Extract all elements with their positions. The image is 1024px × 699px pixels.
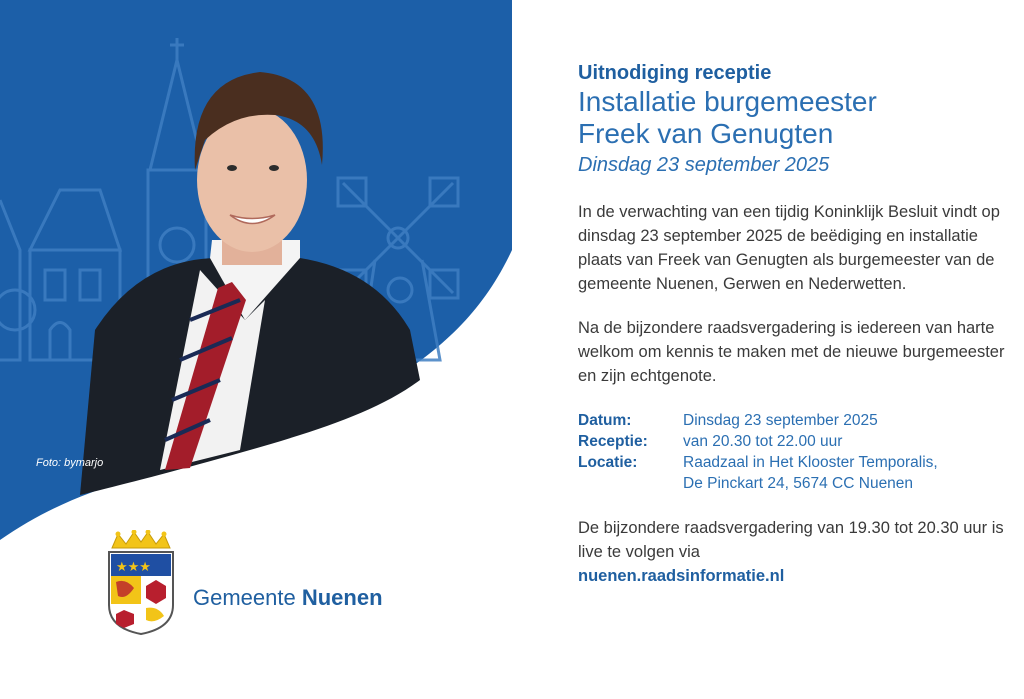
locatie-line-2: De Pinckart 24, 5674 CC Nuenen	[683, 475, 914, 492]
svg-text:★★★: ★★★	[116, 560, 151, 575]
livestream-text: De bijzondere raadsvergadering van 19.30 tot 20.30 uur is live te volgen via	[578, 519, 1004, 561]
event-date: Dinsdag 23 september 2025	[578, 154, 830, 176]
organization-name	[193, 585, 383, 611]
locatie-value	[683, 452, 938, 494]
title-line-1: Installatie burgemeester	[578, 86, 877, 117]
receptie-label: Receptie:	[578, 433, 648, 450]
locatie-label: Locatie:	[578, 454, 638, 471]
detail-row-locatie	[578, 452, 1008, 494]
detail-row-datum	[578, 410, 1008, 431]
welcome-paragraph: Na de bijzondere raadsvergadering is iedereen van harte welkom om kennis te maken met de nieuwe burgemeester en zijn echtgenote.	[578, 319, 1005, 385]
locatie-line-1: Raadzaal in Het Klooster Temporalis,	[683, 454, 938, 471]
datum-label: Datum:	[578, 412, 632, 429]
intro-paragraph: In de verwachting van een tijdig Koninklijk Besluit vindt op dinsdag 23 september 2025 de beëdiging en installatie plaats van Freek van Genugten als burgemeester van de gemeente Nuenen, Gerwen en Nederwetten.	[578, 203, 1000, 293]
datum-value: Dinsdag 23 september 2025	[683, 412, 878, 429]
detail-row-receptie	[578, 431, 1008, 452]
title-line-2: Freek van Genugten	[578, 118, 834, 149]
receptie-value: van 20.30 tot 22.00 uur	[683, 433, 843, 450]
livestream-note	[578, 516, 1008, 588]
event-details	[578, 410, 1008, 494]
invitation-content	[578, 60, 1008, 588]
raadsinformatie-link[interactable]: nuenen.raadsinformatie.nl	[578, 567, 785, 585]
organization-city: Nuenen	[301, 585, 383, 610]
photo-credit: Foto: bymarjo	[36, 457, 104, 469]
nuenen-coat-of-arms-icon	[106, 530, 176, 636]
organization-prefix: Gemeente	[193, 585, 302, 610]
invitation-kicker: Uitnodiging receptie	[578, 62, 772, 84]
